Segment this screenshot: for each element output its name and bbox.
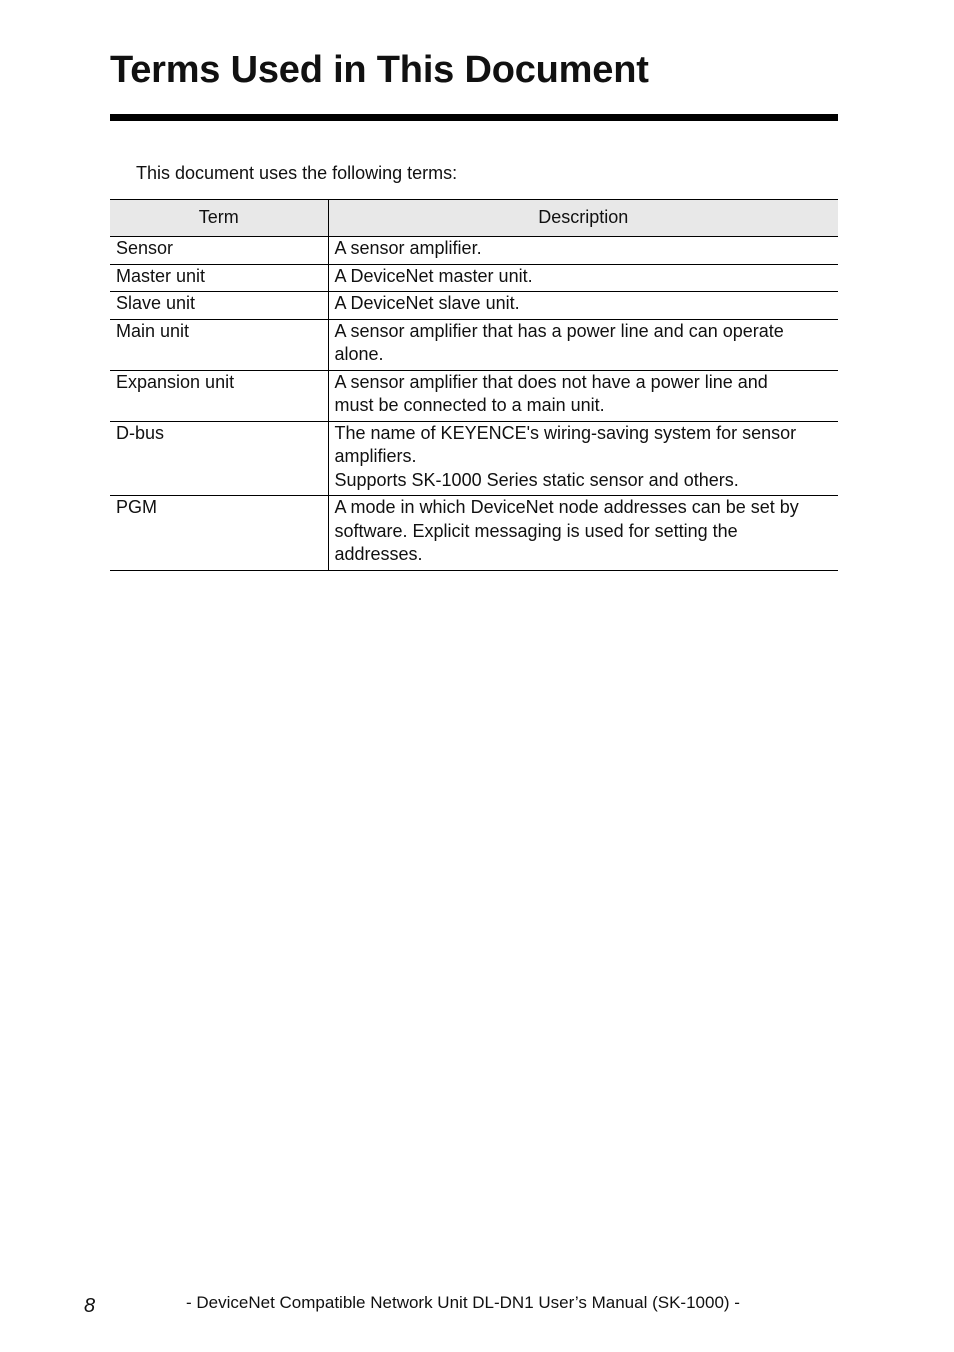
table-row [110, 237, 838, 265]
term-cell: Expansion unit [110, 370, 328, 421]
description-line: A sensor amplifier that has a power line and can operate [334, 320, 784, 341]
term-cell: Master unit [110, 264, 328, 292]
description-line: software. Explicit messaging is used for setting the [334, 520, 738, 541]
description-cell [328, 421, 838, 496]
description-cell [328, 292, 838, 320]
description-line: A DeviceNet master unit. [334, 265, 533, 286]
term-cell: Slave unit [110, 292, 328, 320]
table-row [110, 319, 838, 370]
term-cell: Sensor [110, 237, 328, 265]
table-row [110, 370, 838, 421]
table-row [110, 421, 838, 496]
term-cell: PGM [110, 496, 328, 571]
header-term: Term [110, 200, 328, 237]
table-row [110, 292, 838, 320]
description-line: A mode in which DeviceNet node addresses can be set by [334, 497, 799, 517]
footer-text: - DeviceNet Compatible Network Unit DL-DN1 User’s Manual (SK-1000) - [186, 1293, 740, 1312]
description-line: alone. [334, 344, 384, 364]
description-cell [328, 370, 838, 421]
description-line: A sensor amplifier that does not have a power line and [334, 371, 768, 392]
description-line: A sensor amplifier. [334, 238, 482, 258]
description-line: amplifiers. [334, 446, 417, 466]
description-cell [328, 237, 838, 265]
title-rule [110, 114, 838, 121]
description-line: A DeviceNet slave unit. [334, 293, 520, 313]
description-line: Supports SK-1000 Series static sensor and others. [334, 469, 739, 490]
description-cell [328, 319, 838, 370]
term-cell: Main unit [110, 319, 328, 370]
description-line: must be connected to a main unit. [334, 395, 605, 415]
table-header-row [110, 200, 838, 237]
terms-table [110, 199, 838, 571]
description-line: The name of KEYENCE's wiring-saving system for sensor [334, 422, 797, 443]
table-row [110, 264, 838, 292]
page-number: 8 [84, 1295, 96, 1317]
description-cell [328, 264, 838, 292]
table-row [110, 496, 838, 571]
description-cell [328, 496, 838, 571]
intro-text: This document uses the following terms: [136, 163, 458, 183]
term-cell: D-bus [110, 421, 328, 496]
header-description: Description [328, 200, 838, 237]
page-title: Terms Used in This Document [110, 49, 649, 91]
description-line: addresses. [334, 544, 423, 564]
